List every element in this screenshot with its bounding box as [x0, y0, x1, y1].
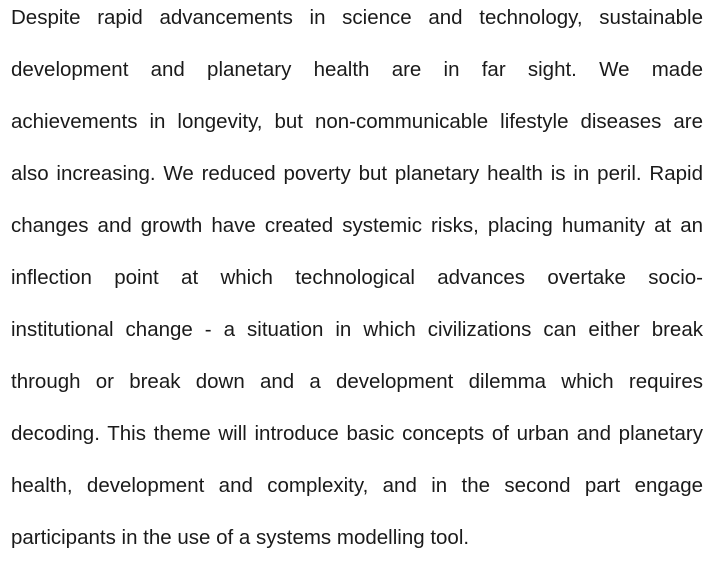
paragraph-line: participants in the use of a systems modelling tool. — [11, 526, 470, 549]
paragraph-line: health, development and complexity, and in the second part engage — [11, 474, 703, 497]
paragraph-line: through or break down and a development dilemma which requires — [11, 370, 703, 393]
paragraph-line: also increasing. We reduced poverty but planetary health is in peril. Rapid — [11, 162, 703, 185]
paragraph-line: changes and growth have created systemic risks, placing humanity at an — [11, 214, 703, 237]
paragraph-line: inflection point at which technological advances overtake socio- — [11, 266, 703, 289]
document-body — [11, 0, 703, 572]
paragraph-line: achievements in longevity, but non-communicable lifestyle diseases are — [11, 110, 703, 133]
paragraph-line: decoding. This theme will introduce basic concepts of urban and planetary — [11, 422, 703, 445]
paragraph-line: institutional change - a situation in which civilizations can either break — [11, 318, 703, 341]
paragraph — [11, 0, 703, 572]
paragraph-line: Despite rapid advancements in science and technology, sustainable — [11, 6, 703, 29]
paragraph-line: development and planetary health are in far sight. We made — [11, 58, 703, 81]
